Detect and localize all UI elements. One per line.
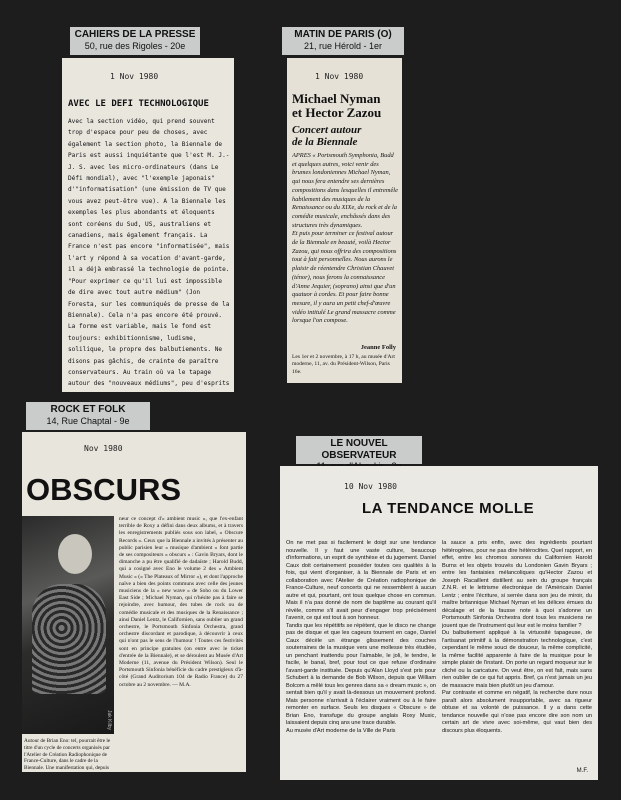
stamp-date: 10 Nov 1980 [344, 482, 397, 491]
press-header-nouvel-observateur [296, 436, 422, 464]
subhead-line: Concert autour [292, 124, 362, 136]
article-body: APRES « Portsmouth Symphonia, Budd et quelques autres, voici venir des brumes londoniennes Michael Nyman, qui nous fera entendre ses dernières compositions dans lesquelles il entremêle habilement des musiques de la Renaissance ou du XIXe, du rock et de la comédie musicale, enchâssés dans des structures très dynamiques. Et puis pour terminer ce festival autour de la Biennale en beauté, voilà Hector Zazou, qui nous offrira des compositions tout à fait personnelles. Nous aurons le plaisir de réentendre Christian Chauvet (ténor), nous ferons la connaissance d'Anne Jequier, (soprano) ainsi que d'un quatuor à cordes. Et pour faire bonne mesure, il y aura un petit chef-d'œuvre vidéo intitulé Le grand massacre comme lorsque l'on compose. [292, 152, 398, 325]
article-body: neur ce concept d'« ambient music », que l'ex-enfant terrible de Roxy a défini dans deux albums, et à travers les enregistrements publiés sous son label, « Obscure Records ». Ceux que la Biennale a invités à présenter au public parisien leur « musique d'ambient » font partie de ses compositeurs « obscurs » : Gavin Bryars, dont le dimanche a pu être qualifié de dadaïste ; Harold Budd, qui a cosigné avec Eno le volume 2 des « Ambient Music » (« The Plateaux of Mirror »), et dont l'approche naïve a bien des points communs avec celle des jeunes musiciens de la « new wave » de Soho ou du Lower East Side ; Michael Nyman, qui n'hésite pas à faire se rejoindre, avec humour, des tubes de rock ou de comédie musicale et des musiques de la Renaissance ; ainsi Daniel Lentz, le Californien, sans oublier un grand orchestre, le Portsmouth Sinfonia Orchestra, grand orchestre discordant et parodique, à découvrir à ceux qui n'ont pas le sens de l'humour ! Toutes ces festivités sont en principe gratuites (on entre avec le ticket d'entrée de la Biennale), et se déroulent au Musée d'Art Moderne (11, avenue du Président Wilson). Seul le Portsmouth Sinfonia bénéficie du cadre prestigieux d'à-côté (Grand Auditorium 104 de Radio France) du 27 octobre au 2 novembre. — M.A. [119, 516, 243, 688]
stamp-date: Nov 1980 [84, 444, 123, 453]
portrait-photo [22, 516, 114, 734]
headline-line: et Hector Zazou [292, 105, 382, 120]
press-header-rock-et-folk [26, 402, 150, 430]
article-footer: Les 1er et 2 novembre, à 17 h, au musée d'Art moderne, 11, av. du Président-Wilson, Paris 16e. [292, 354, 395, 375]
press-header-address: 21, rue Hérold - 1er [303, 40, 383, 51]
clipping-obscurs [22, 432, 246, 772]
press-header-matin [282, 27, 404, 55]
article-column-2: la sauce a pris enfin, avec des ingrédients pourtant hétérogènes, pour ne pas dire hétéroclites. Quel rapport, en effet, entre les chromos sonores du Californien Harold Burns et les objets trouvés du Londonien Gavin Bryars ; entre les fantaisies mélancoliques qu'Hector Zazou et Joseph Racaillent distillent au sein du groupe français Z.N.R. et le lettrisme électronique de l'Américain Daniel Lentz ; entre l'écriture, si serrée dans son jeu de miroir, du maître britannique Michael Nyman et les délices émues du décalage et de la fausse note à quoi s'adonne un Portsmouth Sinfonia Orchestra dont tous les musiciens ne jouent que de l'instrument qui leur est le moins familier ? Du balbutiement appliqué à la virtuosité tapageuse, de l'artisanat primitif à la démonstration technologique, c'est cependant le même souci de douceur, la même complicité, la même facilité apparente à faire de la musique pour le simple plaisir de l'instant. On porte un regard moqueur sur le cliché ou la caricature. On veut être, on est fait, mais sans rien oublier de ce qui fut appris. Bref, ça n'est jamais un jeu de massacre mais bien plutôt un jeu d'amour. Par contraste et comme en négatif, la recherche dure nous paraît alors absolument insupportable, avec sa rigueur obtuse et sa volonté de puissance. Il y a dans cette tendance nouvelle qui n'ose pas encore dire son nom un certain art de vivre avec soi-même, qui vaut bien des discours plus éloquents. [442, 540, 592, 734]
portrait-shirt [32, 584, 106, 694]
clipping-nyman-zazou [287, 58, 402, 383]
stamp-date: 1 Nov 1980 [315, 72, 364, 81]
article-signature: M.F. [576, 768, 588, 774]
headline-line: Michael Nyman [292, 91, 381, 106]
article-body: Avec la section vidéo, qui prend souvent trop d'espace pour peu de choses, avec également la section photo, la Biennale de Paris est aussi inquiétante que l'est M. J.-J. S. avec les micro-ordinateurs (dans Le Défi mondial), avec "l'exemple japonais" d'"informatisation" (une émission de TV que vous avez peut-être vue). A la Biennale les exemples les plus abondants et éloquents sont coréens du Sud, US, australiens et canadiens, mais également français. La France n'est pas encore "informatisée", mais l'art y répond à sa vocation d'avant-garde, il a déjà embrassé la technologie de pointe. "Pour exprimer ce qu'il lui est impossible de dire avec tout autre médium" (Jon Foresta, sur les communiqués de presse de la Biennale). Cela n'a pas encore été prouvé. La forme est variable, mais le fond est toujours: exhibitionnisme, ludisme, solilique, le propre des balbutiements. Ne disons pas gâchis, de crainte de paraître conservateurs. Au train où va le tapage autour des "nouveaux médiums", peu d'esprits [68, 118, 230, 388]
portrait-head [58, 534, 92, 574]
press-header-address: 50, rue des Rigoles - 20e [84, 40, 186, 51]
article-headline: LA TENDANCE MOLLE [362, 500, 535, 517]
press-header-title: CAHIERS DE LA PRESSE [74, 29, 196, 40]
photo-caption: Autour de Brian Eno: tel, pourrait être le titre d'un cycle de concerts organisés par l'Atelier de Création Radiophonique de France-Culture, dans le cadre de la Biennale. Une manifestation qui, depuis [24, 738, 111, 772]
clipping-defi-technologique [62, 58, 234, 392]
article-headline: OBSCURS [26, 472, 182, 507]
stamp-date: 1 Nov 1980 [110, 72, 159, 81]
subhead-line: de la Biennale [292, 136, 358, 148]
article-headline [292, 92, 400, 120]
press-header-address: 14, Rue Chaptal - 9e [46, 415, 130, 426]
press-header-title: ROCK ET FOLK [50, 404, 126, 415]
article-headline: AVEC LE DEFI TECHNOLOGIQUE [68, 99, 209, 109]
photo-credit: Jak Kilby [106, 709, 112, 730]
press-header-cahiers [70, 27, 200, 55]
article-column-1: On ne met pas si facilement le doigt sur une tendance nouvelle. Il y faut une vaste culture, beaucoup d'informations, un esprit de synthèse et du jugement. Daniel Caux doit certainement posséder toutes ces qualités à la fois, qui vient d'organiser, à la Biennale de Paris et en collaboration avec l'Atelier de Création radiophonique de France-Culture, neuf concerts qui ne ressemblent à aucun autre et qui, pourtant, ont tous quelque chose en commun. Mais il n'a pas donné de nom de baptême au courant qu'il révèle, comme s'il avait peur d'engager trop précisément l'avenir, ce qui est tout à son honneur. Tandis que les répétitifs se répètent, que le disco ne change pas de disque et que les cageurs tournent en cage, Daniel Caux décèle un étrange glissement des couches souterraines de la musique vers une mollesse très étudiée, un penchant inattendu pour l'aimable, le joli, le tendre, le facile, le banal, bref, pour tout ce que refuse d'ordinaire l'avant-garde instituée. Depuis qu'Alan Lloyd s'est pris pour Schubert à la demande de Bob Wilson, depuis que William Bolcom a mêlé tous les genres dans sa « dream music », on sentait bien qu'il y avait là-dessous un mouvement profond. Mais personne n'arrivait à l'éclairer vraiment ou à le faire remonter en surface. Seuls les disques « Obscure » de Brian Eno, transfuge du groupe anglais Roxy Music, laissaient depuis cinq ans une trace durable. Au musée d'Art moderne de la Ville de Paris [286, 540, 436, 734]
clipping-tendance-molle [280, 466, 598, 780]
article-byline: Jeanne Folly [360, 344, 396, 351]
press-header-title: LE NOUVEL OBSERVATEUR [321, 438, 397, 461]
article-subhead [292, 124, 400, 148]
press-header-title: MATIN DE PARIS (O) [294, 29, 392, 40]
